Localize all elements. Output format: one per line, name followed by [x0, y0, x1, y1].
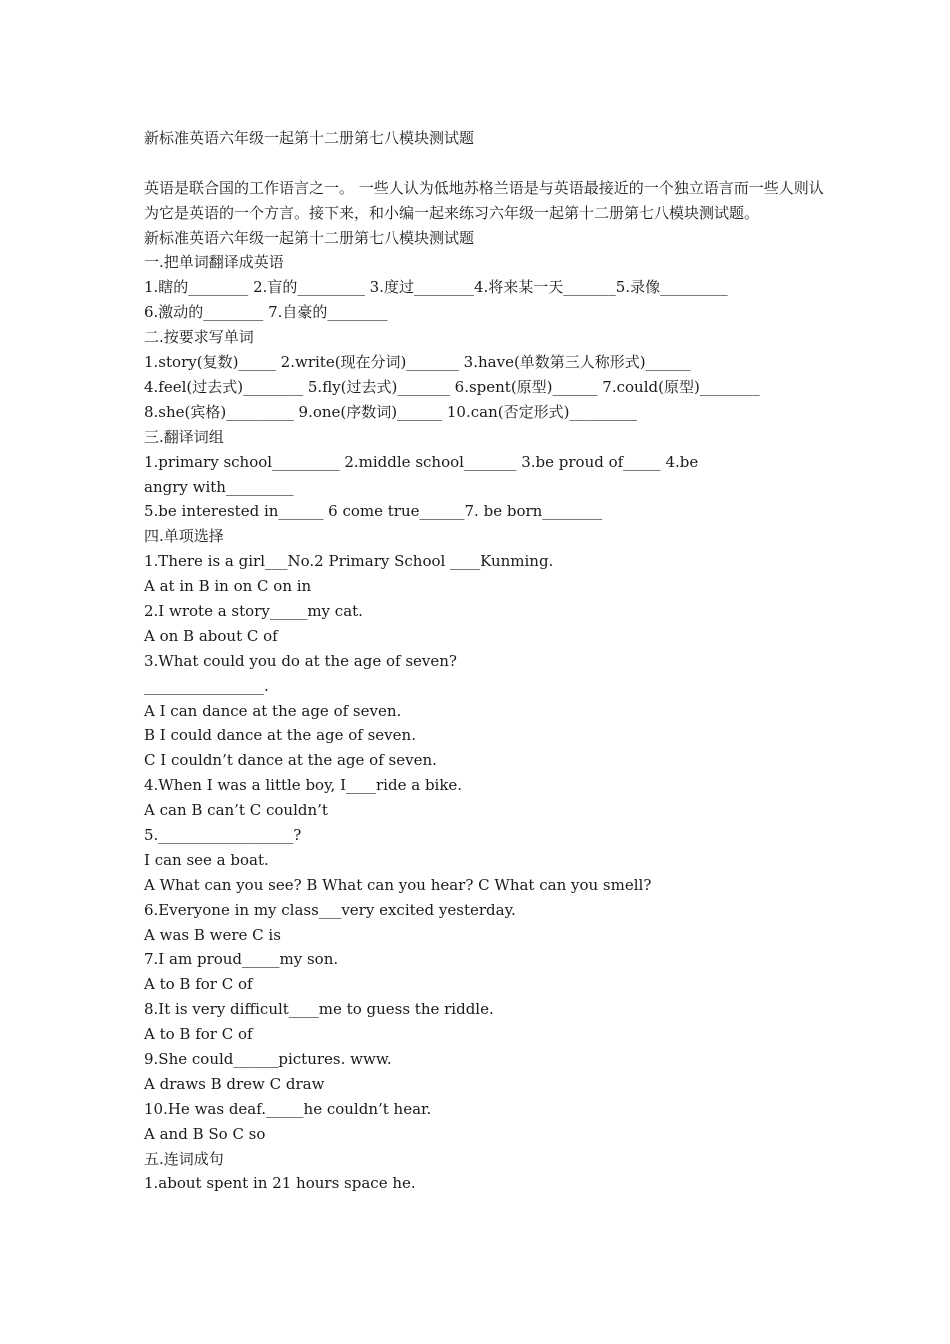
document-line: 三.翻译词组: [144, 427, 224, 446]
document-line: 6.激动的________ 7.自豪的________: [144, 303, 388, 322]
document-line: ________________.: [144, 676, 269, 695]
document-line: 1.瞎的________ 2.盲的_________ 3.度过________4.将来某一天_______5.录像_________: [144, 278, 728, 297]
document-line: A to B for C of: [144, 1025, 253, 1044]
document-line: 4.feel(过去式)________ 5.fly(过去式)_______ 6.spent(原型)______ 7.could(原型)________: [144, 377, 760, 396]
spacer: [144, 151, 824, 176]
document-line: 7.I am proud_____my son.: [144, 950, 339, 969]
document-line: B I could dance at the age of seven.: [144, 726, 416, 745]
document-line: A I can dance at the age of seven.: [144, 701, 402, 720]
document-line: A was B were C is: [144, 925, 281, 944]
document-line: 2.I wrote a story_____my cat.: [144, 601, 363, 620]
document-line: 1.primary school_________ 2.middle school_______ 3.be proud of_____ 4.be: [144, 452, 699, 471]
document-line: A to B for C of: [144, 975, 253, 994]
document-line: A draws B drew C draw: [144, 1074, 325, 1093]
document-line: 四.单项选择: [144, 527, 224, 546]
document-line: A What can you see? B What can you hear? C What can you smell?: [144, 875, 652, 894]
document-line: angry with_________: [144, 477, 294, 496]
document-line: 二.按要求写单词: [144, 328, 254, 347]
document-line: C I couldn’t dance at the age of seven.: [144, 751, 437, 770]
document-line: 10.He was deaf._____he couldn’t hear.: [144, 1099, 432, 1118]
intro-paragraph: 英语是联合国的工作语言之一。 一些人认为低地苏格兰语是与英语最接近的一个独立语言而一些人则认为它是英语的一个方言。接下来，和小编一起来练习六年级一起第十二册第七八模块测试题。: [144, 178, 824, 222]
document-line: 8.she(宾格)_________ 9.one(序数词)______ 10.can(否定形式)_________: [144, 402, 637, 421]
document-page: [144, 126, 824, 1196]
document-line: 1.about spent in 21 hours space he.: [144, 1174, 416, 1193]
document-line: 5.be interested in______ 6 come true______7. be born________: [144, 502, 603, 521]
document-line: 9.She could______pictures. www.: [144, 1049, 392, 1068]
document-line: 新标准英语六年级一起第十二册第七八模块测试题: [144, 228, 475, 247]
document-line: 6.Everyone in my class___very excited yesterday.: [144, 900, 516, 919]
document-line: 一.把单词翻译成英语: [144, 253, 284, 272]
document-line: 8.It is very difficult____me to guess the riddle.: [144, 1000, 494, 1019]
document-line: 五.连词成句: [144, 1149, 224, 1168]
document-line: 4.When I was a little boy, I____ride a bike.: [144, 776, 463, 795]
document-line: 3.What could you do at the age of seven?: [144, 651, 457, 670]
document-line: I can see a boat.: [144, 850, 269, 869]
document-line: 5.__________________?: [144, 825, 302, 844]
document-line: A at in B in on C on in: [144, 577, 312, 596]
document-line: A on B about C of: [144, 626, 278, 645]
document-line: 1.There is a girl___No.2 Primary School ____Kunming.: [144, 552, 554, 571]
document-heading: 新标准英语六年级一起第十二册第七八模块测试题: [144, 129, 475, 147]
document-body: [144, 226, 824, 1197]
document-line: A can B can’t C couldn’t: [144, 801, 328, 820]
document-line: A and B So C so: [144, 1124, 266, 1143]
document-line: 1.story(复数)_____ 2.write(现在分词)_______ 3.have(单数第三人称形式)______: [144, 353, 691, 372]
